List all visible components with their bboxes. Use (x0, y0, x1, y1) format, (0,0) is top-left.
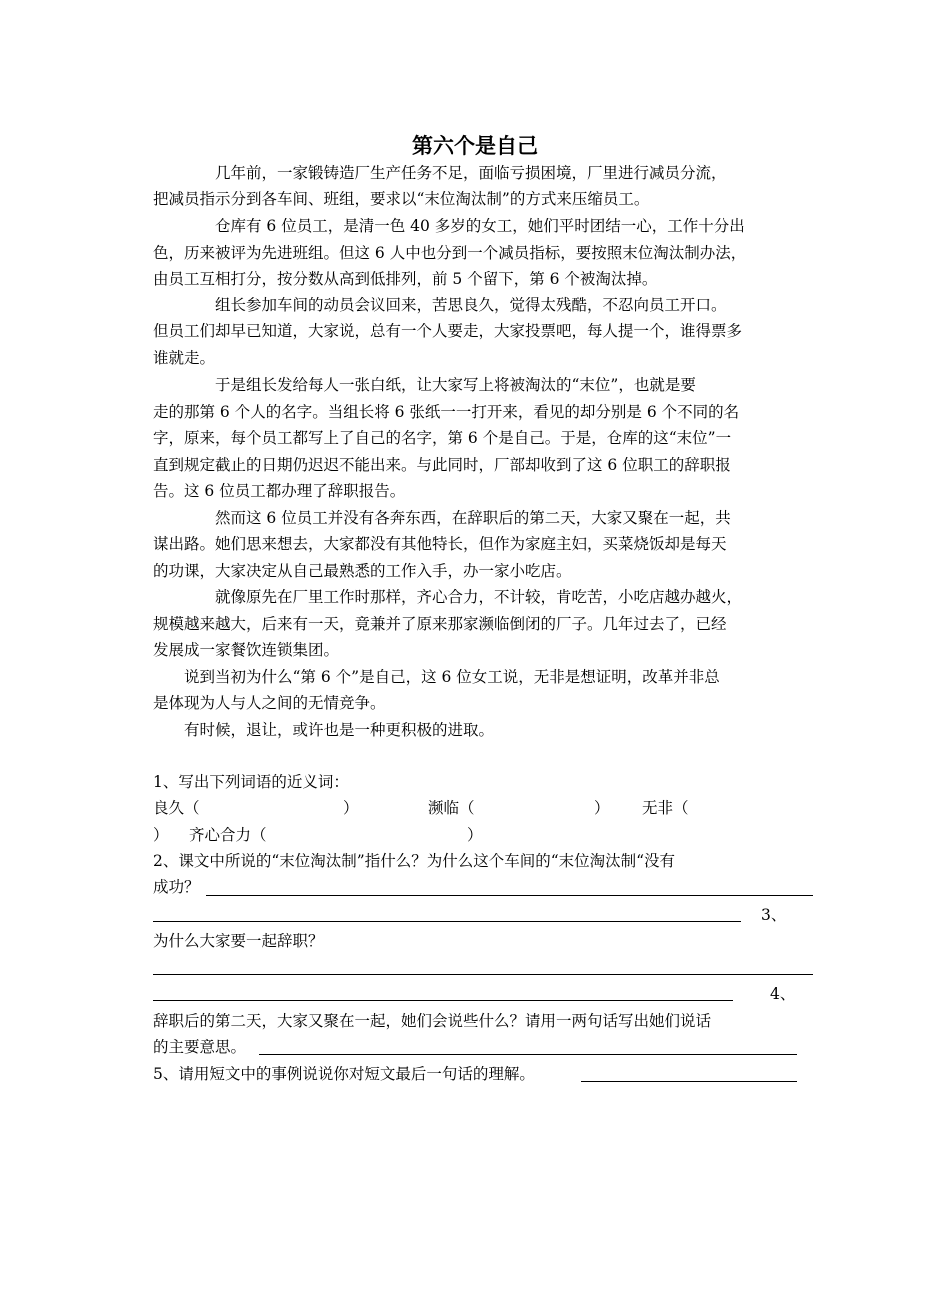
question-2-text: 2、课文中所说的“末位淘汰制”指什么？为什么这个车间的“末位淘汰制“没有 (153, 852, 676, 870)
article-line: 色，历来被评为先进班组。但这 6 人中也分到一个减员指标，要按照末位淘汰制办法， (153, 244, 747, 262)
article-line: 有时候，退让，或许也是一种更积极的进取。 (153, 721, 495, 739)
page-title: 第六个是自己 (412, 134, 538, 158)
article-line: 发展成一家餐饮连锁集团。 (153, 641, 340, 659)
answer-line[interactable] (206, 895, 813, 896)
q1-word-binlin: 濒临（ (428, 799, 475, 817)
article-line: 是体现为人与人之间的无情竞争。 (153, 694, 386, 712)
question-1-heading: 1、写出下列词语的近义词： (153, 773, 349, 791)
article-line: 于是组长发给每人一张白纸，让大家写上将被淘汰的“末位”，也就是要 (153, 376, 696, 394)
article-line: 直到规定截止的日期仍迟迟不能出来。与此同时，厂部却收到了这 6 位职工的辞职报 (153, 456, 731, 474)
question-2-text: 成功？ (153, 878, 200, 896)
article-line: 组长参加车间的动员会议回来，苦思良久，觉得太残酷，不忍向员工开口。 (153, 296, 727, 314)
answer-line[interactable] (581, 1081, 797, 1082)
q1-word-qixinheli: 齐心合力（ (189, 826, 267, 844)
answer-line[interactable] (259, 1054, 797, 1055)
question-4-number: 4、 (770, 985, 796, 1003)
article-line: 仓库有 6 位员工，是清一色 40 多岁的女工，她们平时团结一心，工作十分出 (153, 217, 745, 235)
article-line: 由员工互相打分，按分数从高到低排列，前 5 个留下，第 6 个被淘汰掉。 (153, 270, 658, 288)
article-line: 谁就走。 (153, 349, 216, 367)
article-line: 然而这 6 位员工并没有各奔东西，在辞职后的第二天，大家又聚在一起，共 (153, 509, 731, 527)
question-4-text: 辞职后的第二天，大家又聚在一起，她们会说些什么？请用一两句话写出她们说话 (153, 1012, 712, 1030)
article-line: 告。这 6 位员工都办理了辞职报告。 (153, 482, 406, 500)
article-line: 但员工们却早已知道，大家说，总有一个人要走，大家投票吧，每人提一个，谁得票多 (153, 322, 743, 340)
article-line: 字，原来，每个员工都写上了自己的名字，第 6 个是自己。于是，仓库的这“末位”一 (153, 429, 732, 447)
article-line: 几年前，一家锻铸造厂生产任务不足，面临亏损困境，厂里进行减员分流， (153, 164, 727, 182)
question-3-number: 3、 (761, 906, 787, 924)
question-3-text: 为什么大家要一起辞职？ (153, 932, 324, 950)
article-line: 谋出路。她们思来想去，大家都没有其他特长，但作为家庭主妇，买菜烧饭却是每天 (153, 535, 727, 553)
article-line: 规模越来越大，后来有一天，竟兼并了原来那家濒临倒闭的厂子。几年过去了，已经 (153, 615, 727, 633)
q1-bracket-close: ） (467, 826, 483, 844)
answer-line[interactable] (153, 974, 813, 975)
q1-bracket-close: ） (343, 799, 359, 817)
article-line: 把减员指示分到各车间、班组，要求以“末位淘汰制”的方式来压缩员工。 (153, 190, 650, 208)
article-line: 走的那第 6 个人的名字。当组长将 6 张纸一一打开来，看见的却分别是 6 个不同的名 (153, 403, 740, 421)
question-4-text: 的主要意思。 (153, 1038, 247, 1056)
q1-word-wufei: 无非（ (642, 799, 689, 817)
q1-bracket-close: ） (153, 826, 169, 844)
article-line: 的功课，大家决定从自己最熟悉的工作入手，办一家小吃店。 (153, 562, 572, 580)
question-5-text: 5、请用短文中的事例说说你对短文最后一句话的理解。 (153, 1065, 535, 1083)
answer-line[interactable] (153, 1000, 733, 1001)
answer-line[interactable] (153, 921, 741, 922)
article-line: 说到当初为什么“第 6 个”是自己，这 6 位女工说，无非是想证明，改革并非总 (153, 668, 720, 686)
q1-bracket-close: ） (594, 799, 610, 817)
article-line: 就像原先在厂里工作时那样，齐心合力，不计较，肯吃苦，小吃店越办越火， (153, 588, 743, 606)
q1-word-liangjiu: 良久（ (153, 799, 200, 817)
